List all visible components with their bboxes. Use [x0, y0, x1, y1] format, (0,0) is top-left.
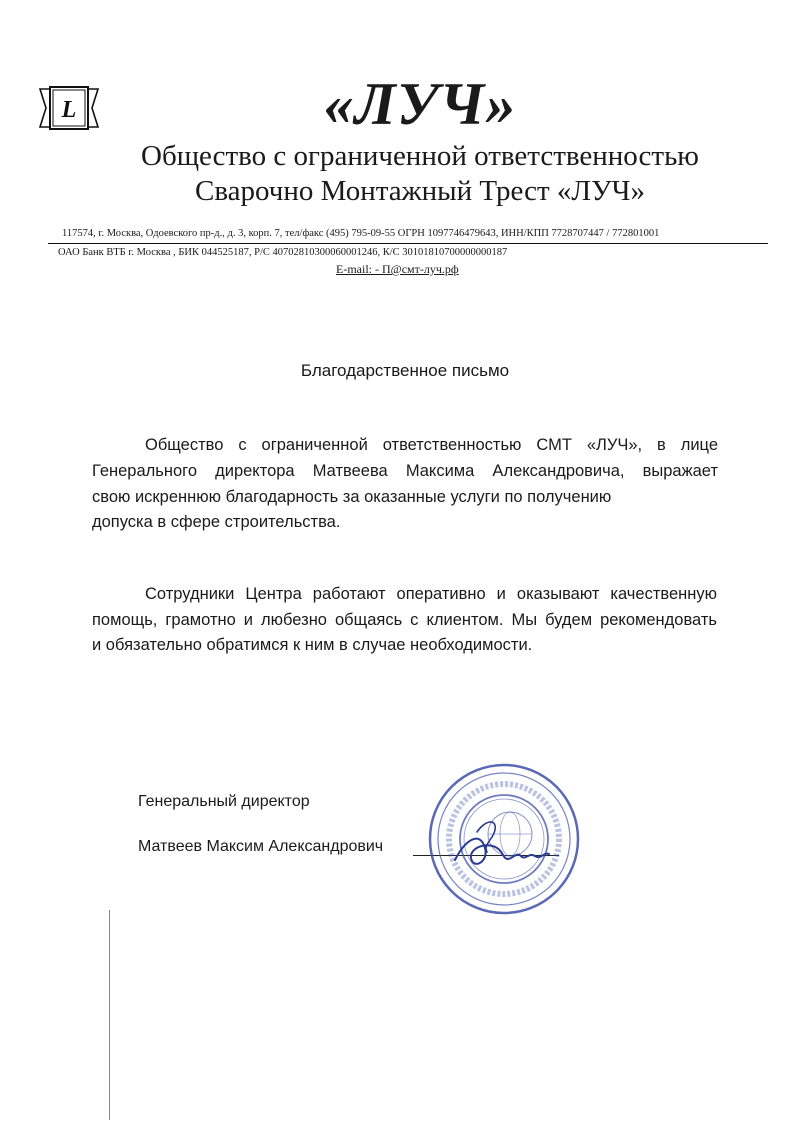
email-link[interactable]: E-mail: - П@смт-луч.рф: [336, 262, 459, 276]
logo-letter: L: [61, 97, 77, 123]
company-name-line-2: Сварочно Монтажный Трест «ЛУЧ»: [195, 175, 645, 207]
signatory-name: Матвеев Максим Александрович: [138, 838, 384, 855]
company-name-line-1: Общество с ограниченной ответственностью: [141, 140, 699, 172]
paragraph-2-line: и обязательно обратимся к ним в случае необходимости.: [92, 636, 533, 654]
bank-details: ОАО Банк ВТБ г. Москва , БИК 044525187, Р/С 40702810300060001246, К/С 30101810700000000187: [58, 247, 508, 258]
paragraph-2-line: помощь, грамотно и любезно общаясь с клиентом. Мы будем рекомендовать: [92, 611, 717, 629]
paragraph-1-line: Генерального директора Матвеева Максима Александровича, выражает: [92, 462, 718, 480]
paragraph-1-line: Общество с ограниченной ответственностью СМТ «ЛУЧ», в лице: [145, 436, 718, 454]
company-requisites: 117574, г. Москва, Одоевского пр-д., д. 3, корп. 7, тел/факс (495) 795-09-55 ОГРН 1097746479643, ИНН/КПП 7728707447 / 772801001: [62, 228, 660, 239]
signatory-title: Генеральный директор: [138, 793, 310, 810]
header-divider: [48, 243, 768, 244]
letter-title: Благодарственное письмо: [300, 361, 510, 380]
company-stamp: [425, 760, 583, 918]
paragraph-2-line: Сотрудники Центра работают оперативно и оказывают качественную: [145, 585, 717, 603]
margin-mark: [109, 910, 110, 1120]
company-brand: «ЛУЧ»: [323, 71, 517, 137]
paragraph-1-line: свою искреннюю благодарность за оказанные услуги по получению: [92, 488, 612, 506]
paragraph-1-line: допуска в сфере строительства.: [92, 513, 341, 531]
